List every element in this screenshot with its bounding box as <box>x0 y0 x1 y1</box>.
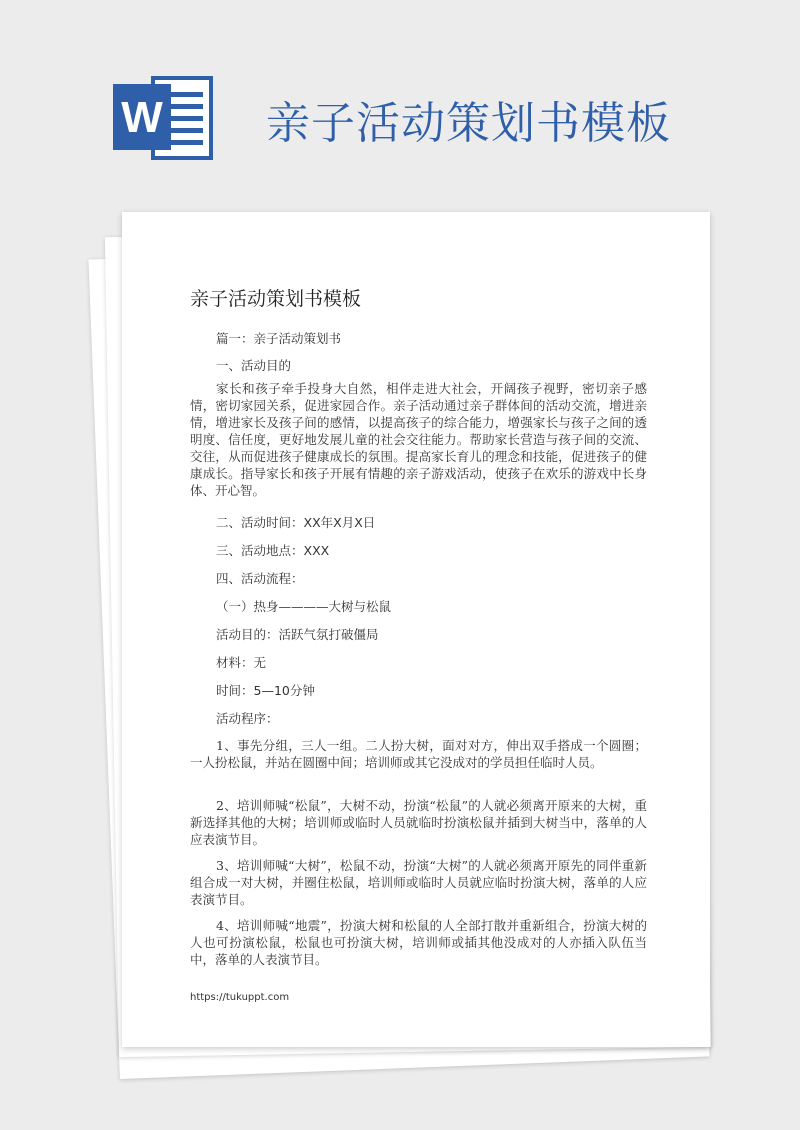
activity-place-value: XXX <box>303 543 330 558</box>
activity-time-label: 二、活动时间： <box>216 515 304 530</box>
activity-goal: 活动目的：活跃气氛打破僵局 <box>216 627 379 642</box>
section-heading-purpose: 一、活动目的 <box>216 358 292 373</box>
procedure-heading: 活动程序： <box>216 711 279 726</box>
procedure-step: 1、事先分组，三人一组。二人扮大树，面对对方，伸出双手搭成一个圆圈；一人扮松鼠，并站在圆圈中间；培训师或其它没成对的学员担任临时人员。 <box>190 738 647 770</box>
activity-time <box>216 513 375 531</box>
activity-place-label: 三、活动地点： <box>216 543 304 558</box>
activity-place <box>216 541 329 559</box>
activity-duration-label: 时间： <box>216 683 254 698</box>
purpose-paragraph: 家长和孩子牵手投身大自然，相伴走进大社会，开阔孩子视野，密切亲子感情，密切家园关系，促进家园合作。亲子活动通过亲子群体间的活动交流，增进亲情，增进家长及孩子间的感情，以提高孩子的综合能力，增强家长与孩子之间的透明度、信任度，更好地发展儿童的社会交往能力。帮助家长营造与孩子间的交流、交往，从而促进孩子健康成长的氛围。提高家长育儿的理念和技能，促进孩子的健康成长。指导家长和孩子开展有情趣的亲子游戏活动，使孩子在欢乐的游戏中长身体、开心智。 <box>190 381 647 498</box>
banner-title: 亲子活动策划书模板 <box>266 98 671 149</box>
document-title: 亲子活动策划书模板 <box>190 288 362 310</box>
activity-duration <box>216 681 315 699</box>
activity-time-value: XX年X月X日 <box>303 515 376 530</box>
activity-duration-value: 5—10分钟 <box>253 683 315 698</box>
procedure-step: 4、培训师喊“地震”，扮演大树和松鼠的人全部打散并重新组合，扮演大树的人也可扮演松鼠，松鼠也可扮演大树，培训师或插其他没成对的人亦插入队伍当中，落单的人表演节目。 <box>190 918 647 967</box>
footer-url: https://tukuppt.com <box>190 992 290 1003</box>
chapter-heading: 篇一：亲子活动策划书 <box>216 331 342 346</box>
procedure-step: 2、培训师喊“松鼠”，大树不动，扮演“松鼠”的人就必须离开原来的大树，重新选择其他的大树；培训师或临时人员就临时扮演松鼠并插到大树当中，落单的人应表演节目。 <box>190 798 647 847</box>
svg-text:W: W <box>121 93 163 142</box>
procedure-step: 3、培训师喊“大树”，松鼠不动，扮演“大树”的人就必须离开原先的同伴重新组合成一对大树，并圈住松鼠，培训师或临时人员就应临时扮演大树，落单的人应表演节目。 <box>190 858 647 907</box>
activity-material: 材料：无 <box>216 655 267 670</box>
warmup-heading: （一）热身————大树与松鼠 <box>216 599 392 614</box>
word-document-icon <box>113 72 215 162</box>
section-heading-flow: 四、活动流程： <box>216 571 304 586</box>
